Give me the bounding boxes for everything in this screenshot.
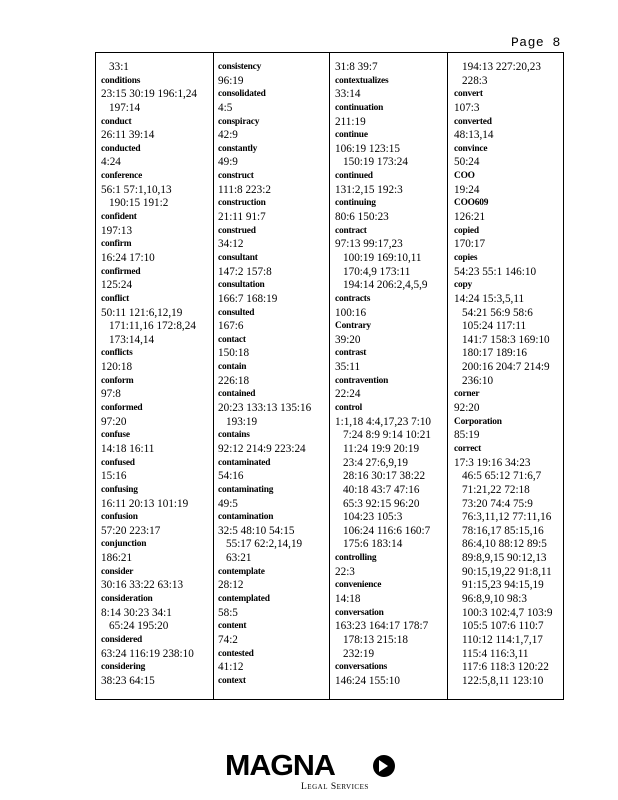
index-term: construed [218,225,256,236]
page-line-reference: 186:21 [101,552,133,565]
page-line-reference: 91:15,23 94:15,19 [462,579,544,592]
page-line-reference: 50:11 121:6,12,19 [101,306,183,319]
page-line-reference: 211:19 [335,115,366,128]
page-line-reference: 4:5 [218,101,233,114]
page-line-reference: 33:14 [335,88,361,101]
index-term: conformed [101,403,143,414]
logo-tagline: Legal Services [301,782,369,792]
page-line-reference: 175:6 183:14 [343,538,403,551]
index-column-2 [218,61,326,695]
page-line-reference: 194:13 227:20,23 [462,61,541,73]
index-term: contaminating [218,484,274,495]
page-line-reference: 23:15 30:19 196:1,24 [101,88,198,101]
page-line-reference: 86:4,10 88:12 89:5 [462,538,547,551]
page-line-reference: 26:11 39:14 [101,129,155,142]
index-term: context [218,675,246,686]
index-term: convert [454,89,483,100]
page-line-reference: 32:5 48:10 54:15 [218,524,295,537]
index-term: contextualizes [335,75,389,86]
index-term: correct [454,443,482,454]
index-term: conversations [335,662,388,673]
page-line-reference: 131:2,15 192:3 [335,183,403,196]
index-term: conducted [101,143,141,154]
page-line-reference: 65:24 195:20 [109,620,169,633]
index-term: continuation [335,102,384,113]
page-line-reference: 1:1,18 4:4,17,23 7:10 [335,415,432,428]
index-term: copied [454,225,479,236]
page-line-reference: 228:3 [462,74,488,87]
page-line-reference: 115:4 116:3,11 [462,647,529,660]
page-line-reference: 58:5 [218,606,238,619]
page-line-reference: 150:19 173:24 [343,156,408,169]
page-line-reference: 8:14 30:23 34:1 [101,606,172,619]
index-term: confusing [101,484,138,495]
index-term: Contrary [335,321,371,332]
page-line-reference: 120:18 [101,361,133,374]
index-term: conditions [101,75,141,86]
page-line-reference: 54:23 55:1 146:10 [454,265,537,278]
page-line-reference: 30:16 33:22 63:13 [101,579,184,592]
page-line-reference: 171:11,16 172:8,24 [109,320,196,333]
page-line-reference: 197:14 [109,101,141,114]
index-term: convenience [335,580,382,591]
page-line-reference: 117:6 118:3 120:22 [462,661,549,674]
page-line-reference: 146:24 155:10 [335,674,400,687]
page-line-reference: 46:5 65:12 71:6,7 [462,470,542,483]
index-term: conversation [335,607,384,618]
index-term: contamination [218,512,274,523]
page-line-reference: 100:19 169:10,11 [343,251,422,264]
page-line-reference: 105:24 117:11 [462,320,527,333]
index-term: continue [335,130,368,141]
index-term: consistency [218,62,262,72]
page-line-reference: 74:2 [218,633,238,646]
index-term: contained [218,389,256,400]
index-term: constantly [218,143,258,154]
page-line-reference: 226:18 [218,374,250,387]
page-line-reference: 22:24 [335,388,361,401]
index-term: consideration [101,593,153,604]
page-line-reference: 56:1 57:1,10,13 [101,183,172,196]
page-line-reference: 28:16 30:17 38:22 [343,470,426,483]
page-line-reference: 39:20 [335,333,361,346]
page-line-reference: 180:17 189:16 [462,347,527,360]
page-line-reference: 236:10 [462,374,494,387]
page-line-reference: 122:5,8,11 123:10 [462,674,544,687]
page-line-reference: 16:24 17:10 [101,251,155,264]
page-line-reference: 31:8 39:7 [335,61,378,73]
index-column-3 [335,61,447,695]
page-line-reference: 96:8,9,10 98:3 [462,592,527,605]
index-term: contain [218,362,247,373]
page-line-reference: 147:2 157:8 [218,265,272,278]
index-term: COO609 [454,198,489,209]
page-line-reference: 22:3 [335,565,355,578]
index-term: corner [454,389,480,400]
index-term: converted [454,116,492,127]
index-term: Corporation [454,416,502,427]
page-line-reference: 49:9 [218,156,238,169]
page-line-reference: 16:11 20:13 101:19 [101,497,189,510]
page-line-reference: 19:24 [454,183,480,196]
index-term: confirm [101,239,132,250]
page-line-reference: 34:12 [218,238,244,251]
page-line-reference: 50:24 [454,156,480,169]
index-term: confident [101,212,137,223]
index-term: confirmed [101,266,141,277]
page-line-reference: 100:16 [335,306,367,319]
index-term: COO [454,171,475,182]
page-line-reference: 73:20 74:4 75:9 [462,497,533,510]
page-line-reference: 90:15,19,22 91:8,11 [462,565,552,578]
page-line-reference: 126:21 [454,211,486,224]
index-term: contravention [335,375,389,386]
page-line-reference: 28:12 [218,579,244,592]
page-line-reference: 97:13 99:17,23 [335,238,403,251]
page-line-reference: 42:9 [218,129,238,142]
page-line-reference: 65:3 92:15 96:20 [343,497,420,510]
index-term: copies [454,252,478,263]
page-line-reference: 14:18 16:11 [101,442,155,455]
page-line-reference: 92:12 214:9 223:24 [218,442,306,455]
page-line-reference: 4:24 [101,156,121,169]
page-line-reference: 111:8 223:2 [218,183,271,196]
page-line-reference: 38:23 64:15 [101,674,155,687]
index-term: contested [218,648,254,659]
page-line-reference: 105:5 107:6 110:7 [462,620,544,633]
page-line-reference: 125:24 [101,279,133,292]
page-line-reference: 166:7 168:19 [218,292,278,305]
page-line-reference: 232:19 [343,647,375,660]
index-term: confusion [101,512,138,523]
page-line-reference: 106:19 123:15 [335,142,400,155]
page-line-reference: 76:3,11,12 77:11,16 [462,511,552,524]
magna-logo [225,750,395,792]
index-term: contracts [335,293,371,304]
index-term: consider [101,566,134,577]
page-line-reference: 96:19 [218,74,244,87]
index-term: contract [335,225,367,236]
page-line-reference: 104:23 105:3 [343,511,403,524]
page-line-reference: 14:24 15:3,5,11 [454,292,525,305]
index-term: conduct [101,116,132,127]
index-term: controlling [335,553,377,564]
index-term: copy [454,280,472,291]
arrow-circle-icon [373,755,395,777]
page-line-reference: 55:17 62:2,14,19 [226,538,303,551]
page-line-reference: 80:6 150:23 [335,211,389,224]
page-line-reference: 20:23 133:13 135:16 [218,402,312,415]
page-line-reference: 97:8 [101,388,121,401]
index-term: contaminated [218,457,271,468]
page-line-reference: 41:12 [218,661,244,674]
index-term: consultation [218,280,265,291]
index-term: control [335,403,363,414]
index-term: contrast [335,348,367,359]
index-term: construction [218,198,266,209]
page-line-reference: 141:7 158:3 169:10 [462,333,550,346]
page-line-reference: 97:20 [101,415,127,428]
page-line-reference: 15:16 [101,470,127,483]
index-term: considered [101,634,143,645]
page-line-reference: 40:18 43:7 47:16 [343,483,420,496]
index-term: conflicts [101,348,133,359]
page-line-reference: 78:16,17 85:15,16 [462,524,544,537]
page-line-reference: 170:17 [454,238,486,251]
logo-wordmark: MAGNA [225,750,335,782]
column-divider [329,53,330,699]
page-line-reference: 57:20 223:17 [101,524,161,537]
index-column-4 [454,61,562,695]
index-term: conference [101,171,143,182]
page-line-reference: 11:24 19:9 20:19 [343,442,420,455]
page-line-reference: 190:15 191:2 [109,197,169,210]
index-term: contemplate [218,566,265,577]
page-line-reference: 197:13 [101,224,133,237]
column-divider [213,53,214,699]
index-term: contains [218,430,250,441]
index-term: conjunction [101,539,147,550]
page-line-reference: 178:13 215:18 [343,633,408,646]
index-term: considering [101,662,146,673]
index-term: convince [454,143,488,154]
page-line-reference: 85:19 [454,429,480,442]
word-index [95,52,564,700]
index-term: conflict [101,293,130,304]
page-line-reference: 63:21 [226,552,252,565]
page-line-reference: 49:5 [218,497,238,510]
index-term: construct [218,171,254,182]
index-term: confused [101,457,135,468]
page-number: Page 8 [511,35,561,50]
index-term: conspiracy [218,116,260,127]
page-line-reference: 200:16 204:7 214:9 [462,361,550,374]
index-term: confuse [101,430,130,441]
page-line-reference: 193:19 [226,415,258,428]
page-line-reference: 92:20 [454,402,480,415]
index-term: conform [101,375,134,386]
page-line-reference: 17:3 19:16 34:23 [454,456,531,469]
page-line-reference: 63:24 116:19 238:10 [101,647,194,660]
index-term: consulted [218,307,255,318]
page-line-reference: 106:24 116:6 160:7 [343,524,431,537]
index-term: consolidated [218,89,266,100]
page-line-reference: 107:3 [454,101,480,114]
page-line-reference: 14:18 [335,592,361,605]
page-line-reference: 21:11 91:7 [218,211,266,224]
index-term: content [218,621,247,632]
index-term: continuing [335,198,376,209]
page-line-reference: 54:21 56:9 58:6 [462,306,533,319]
page-line-reference: 71:21,22 72:18 [462,483,530,496]
page-line-reference: 89:8,9,15 90:12,13 [462,552,547,565]
page-line-reference: 173:14,14 [109,333,155,346]
page-line-reference: 150:18 [218,347,250,360]
page-line-reference: 7:24 8:9 9:14 10:21 [343,429,431,442]
page-line-reference: 35:11 [335,361,361,374]
page-line-reference: 48:13,14 [454,129,494,142]
index-term: consultant [218,252,258,263]
index-term: contemplated [218,593,270,604]
column-divider [447,53,448,699]
index-column-1 [101,61,211,695]
page-line-reference: 100:3 102:4,7 103:9 [462,606,553,619]
page-line-reference: 194:14 206:2,4,5,9 [343,279,428,292]
index-term: contact [218,334,246,345]
page-line-reference: 167:6 [218,320,244,333]
page-line-reference: 110:12 114:1,7,17 [462,633,543,646]
index-term: continued [335,171,373,182]
page-line-reference: 163:23 164:17 178:7 [335,620,429,633]
page-line-reference: 54:16 [218,470,244,483]
page-line-reference: 33:1 [109,61,129,73]
page-line-reference: 23:4 27:6,9,19 [343,456,408,469]
page-line-reference: 170:4,9 173:11 [343,265,411,278]
